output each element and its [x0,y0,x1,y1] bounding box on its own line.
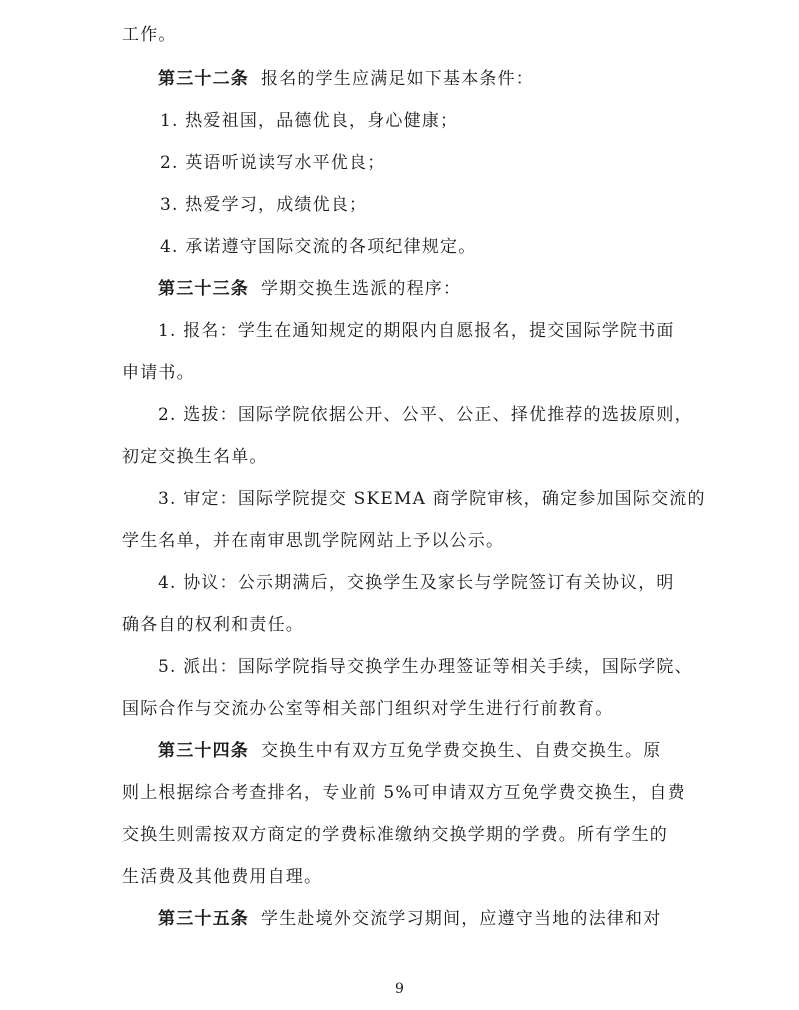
text-line [122,698,613,720]
line-text: 则上根据综合考查排名，专业前 5%可申请双方互免学费交换生，自费 [122,783,686,803]
article-34-line [158,740,661,762]
list-item [160,152,385,174]
article-heading: 第三十五条 [158,909,249,929]
article-heading: 第三十二条 [158,69,249,89]
article-heading: 第三十三条 [158,279,249,299]
article-35-line [158,908,661,930]
list-item [158,656,693,678]
article-33-line [158,278,461,300]
line-text: 3. 热爱学习，成绩优良； [160,195,368,215]
line-text: 4. 协议：公示期满后，交换学生及家长与学院签订有关协议，明 [158,573,675,593]
article-32-line [158,68,534,90]
line-text: 报名的学生应满足如下基本条件： [261,69,534,89]
list-item [160,110,458,132]
text-line [122,824,668,846]
line-text: 初定交换生名单。 [122,447,268,467]
line-text: 国际合作与交流办公室等相关部门组织对学生进行行前教育。 [122,699,614,719]
text-line [122,24,177,46]
list-item [158,404,693,426]
line-text: 4. 承诺遵守国际交流的各项纪律规定。 [160,237,477,257]
line-text: 交换生中有双方互免学费交换生、自费交换生。原 [261,741,662,761]
text-line [122,530,504,552]
text-line [122,362,195,384]
list-item [160,236,476,258]
line-text: 学生名单，并在南审思凯学院网站上予以公示。 [122,531,505,551]
list-item [158,572,675,594]
list-item [158,320,675,342]
text-line [122,446,268,468]
line-text: 学生赴境外交流学习期间，应遵守当地的法律和对 [261,909,662,929]
list-item [158,488,706,510]
article-heading: 第三十四条 [158,741,249,761]
line-text: 确各自的权利和责任。 [122,615,304,635]
line-text: 3. 审定：国际学院提交 SKEMA 商学院审核，确定参加国际交流的 [158,489,706,509]
line-text: 5. 派出：国际学院指导交换学生办理签证等相关手续，国际学院、 [158,657,693,677]
line-text: 1. 热爱祖国，品德优良，身心健康； [160,111,459,131]
line-text: 学期交换生选派的程序： [261,279,462,299]
text-line [122,782,686,804]
list-item [160,194,367,216]
line-text: 1. 报名：学生在通知规定的期限内自愿报名，提交国际学院书面 [158,321,675,341]
line-text: 申请书。 [122,363,195,383]
text-line [122,614,304,636]
page-number: 9 [395,981,404,997]
line-text: 交换生则需按双方商定的学费标准缴纳交换学期的学费。所有学生的 [122,825,668,845]
text-line [122,866,322,888]
line-text: 2. 选拔：国际学院依据公开、公平、公正、择优推荐的选拔原则， [158,405,693,425]
line-text: 2. 英语听说读写水平优良； [160,153,386,173]
line-text: 工作。 [122,25,177,45]
line-text: 生活费及其他费用自理。 [122,867,323,887]
